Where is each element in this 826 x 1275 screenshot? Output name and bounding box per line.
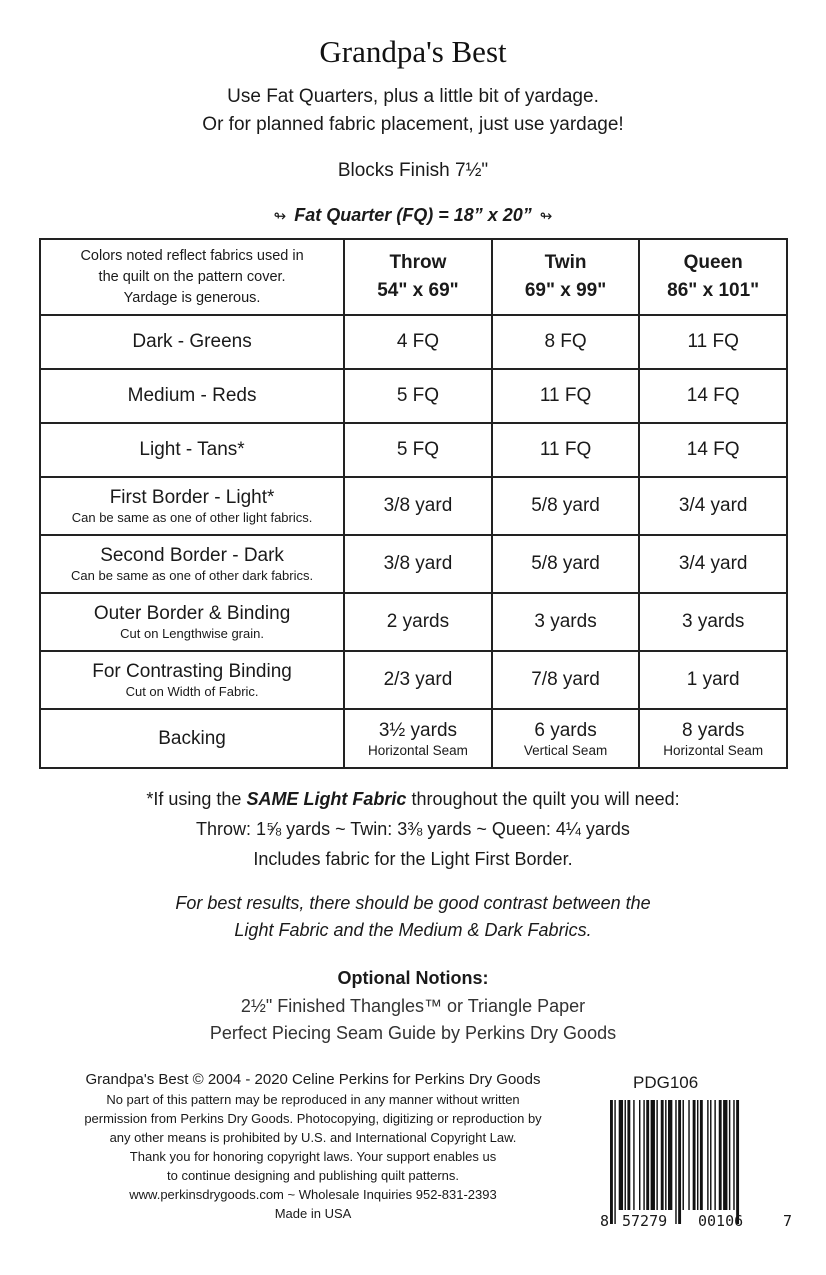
footer-line: No part of this pattern may be reproduced in any manner without written — [106, 1092, 520, 1107]
row-label-cell — [40, 709, 344, 768]
barcode-digit-group: 7 — [783, 1212, 793, 1230]
row-note: Cut on Width of Fabric. — [125, 684, 259, 699]
subtitle-line-2: Or for planned fabric placement, just use yardage! — [202, 114, 624, 135]
row-label: Backing — [158, 727, 226, 749]
best-results-line-2: Light Fabric and the Medium & Dark Fabrics. — [234, 920, 592, 940]
barcode-digit-group: 57279 — [622, 1212, 668, 1230]
column-name: Twin — [544, 252, 587, 273]
table-row — [40, 477, 787, 535]
row-note: Can be same as one of other dark fabrics. — [71, 568, 314, 583]
table-cell: 14 FQ — [639, 423, 787, 477]
barcode-digit-group: 00106 — [698, 1212, 744, 1230]
column-size: 86" x 101" — [667, 280, 760, 301]
notion-item: 2½" Finished Thangles™ or Triangle Paper — [240, 996, 586, 1016]
table-cell: 3/8 yard — [344, 477, 492, 535]
row-label: Second Border - Dark — [100, 545, 284, 566]
header-note-line: the quilt on the pattern cover. — [98, 268, 286, 285]
table-row — [40, 423, 787, 477]
fabric-requirements-table — [39, 238, 788, 769]
cell-value: 6 yards — [534, 719, 597, 741]
column-size: 54" x 69" — [377, 280, 459, 301]
cell-subnote: Horizontal Seam — [368, 742, 468, 758]
footer-line: any other means is prohibited by U.S. and International Copyright Law. — [109, 1130, 517, 1145]
table-cell: 3/4 yard — [639, 535, 787, 593]
ornament-right-icon: ↬ — [539, 208, 553, 225]
table-cell: 3 yards — [639, 593, 787, 651]
same-light-suffix: throughout the quilt you will need: — [406, 789, 680, 809]
column-header-throw — [344, 239, 492, 315]
column-name: Throw — [389, 252, 447, 273]
subtitle-line-1: Use Fat Quarters, plus a little bit of yardage. — [227, 86, 599, 107]
row-label-cell — [40, 369, 344, 423]
cell-value: 3½ yards — [378, 719, 458, 741]
barcode-digit-group: 8 — [600, 1212, 610, 1230]
notion-item: Perfect Piecing Seam Guide by Perkins Dry Goods — [209, 1023, 617, 1043]
footer-line: permission from Perkins Dry Goods. Photocopying, digitizing or reproduction by — [84, 1111, 542, 1126]
header-note-line: Yardage is generous. — [123, 289, 261, 306]
fat-quarter-text: Fat Quarter (FQ) = 18” x 20” — [294, 205, 532, 225]
table-cell: 4 FQ — [344, 315, 492, 369]
table-cell: 8 FQ — [492, 315, 640, 369]
row-label: Light - Tans* — [139, 439, 245, 460]
same-light-fabric-note — [0, 789, 826, 810]
row-label-cell — [40, 315, 344, 369]
same-light-includes: Includes fabric for the Light First Border. — [253, 849, 573, 869]
column-header-twin — [492, 239, 640, 315]
row-note: Cut on Lengthwise grain. — [120, 626, 264, 641]
row-label-cell — [40, 651, 344, 709]
column-name: Queen — [683, 252, 743, 273]
table-cell — [344, 709, 492, 768]
page-title: Grandpa's Best — [319, 34, 507, 69]
table-cell — [492, 709, 640, 768]
table-row — [40, 709, 787, 768]
row-label-cell — [40, 477, 344, 535]
footer-line: Thank you for honoring copyright laws. Your support enables us — [129, 1149, 497, 1164]
header-note-line: Colors noted reflect fabrics used in — [80, 247, 304, 264]
footer-made-in: Made in USA — [274, 1206, 352, 1221]
table-row — [40, 535, 787, 593]
table-cell: 14 FQ — [639, 369, 787, 423]
table-cell: 5/8 yard — [492, 535, 640, 593]
table-cell: 11 FQ — [492, 369, 640, 423]
row-label: Dark - Greens — [132, 331, 252, 352]
table-row — [40, 651, 787, 709]
table-cell: 2/3 yard — [344, 651, 492, 709]
table-cell: 11 FQ — [639, 315, 787, 369]
table-cell: 7/8 yard — [492, 651, 640, 709]
row-label-cell — [40, 423, 344, 477]
copyright-line: Grandpa's Best © 2004 - 2020 Celine Perkins for Perkins Dry Goods — [85, 1071, 541, 1088]
cell-value: 8 yards — [682, 719, 745, 741]
table-cell: 3 yards — [492, 593, 640, 651]
same-light-emphasis: SAME Light Fabric — [246, 789, 407, 809]
header-note-cell — [40, 239, 344, 315]
table-cell: 1 yard — [639, 651, 787, 709]
table-cell: 5 FQ — [344, 423, 492, 477]
table-cell: 11 FQ — [492, 423, 640, 477]
table-cell: 3/8 yard — [344, 535, 492, 593]
column-header-queen — [639, 239, 787, 315]
table-row — [40, 315, 787, 369]
cell-subnote: Vertical Seam — [523, 742, 608, 758]
table-cell: 3/4 yard — [639, 477, 787, 535]
table-row — [40, 369, 787, 423]
table-cell: 2 yards — [344, 593, 492, 651]
column-size: 69" x 99" — [524, 280, 607, 301]
row-label: For Contrasting Binding — [92, 661, 292, 682]
table-cell: 5/8 yard — [492, 477, 640, 535]
table-row — [40, 593, 787, 651]
row-label: Medium - Reds — [127, 385, 257, 406]
row-note: Can be same as one of other light fabrics. — [71, 510, 313, 525]
same-light-yardage: Throw: 1⅝ yards ~ Twin: 3⅜ yards ~ Queen: 4¼ yards — [196, 819, 630, 839]
row-label-cell — [40, 593, 344, 651]
row-label-cell — [40, 535, 344, 593]
same-light-prefix: *If using the — [146, 789, 247, 809]
row-label: First Border - Light* — [109, 487, 275, 508]
blocks-finish: Blocks Finish 7½" — [337, 160, 489, 181]
footer-website: www.perkinsdrygoods.com ~ Wholesale Inquiries 952-831-2393 — [129, 1187, 497, 1202]
ornament-left-icon: ↬ — [273, 208, 287, 225]
fat-quarter-definition — [0, 205, 826, 226]
cell-subnote: Horizontal Seam — [663, 742, 764, 758]
table-cell: 5 FQ — [344, 369, 492, 423]
table-header-row — [40, 239, 787, 315]
product-sku: PDG106 — [633, 1073, 699, 1092]
copyright-footer — [40, 1070, 586, 1223]
best-results-line-1: For best results, there should be good contrast between the — [175, 893, 651, 913]
row-label: Outer Border & Binding — [93, 603, 291, 624]
table-cell — [639, 709, 787, 768]
footer-line: to continue designing and publishing quilt patterns. — [167, 1168, 459, 1183]
notions-heading: Optional Notions: — [337, 968, 489, 988]
